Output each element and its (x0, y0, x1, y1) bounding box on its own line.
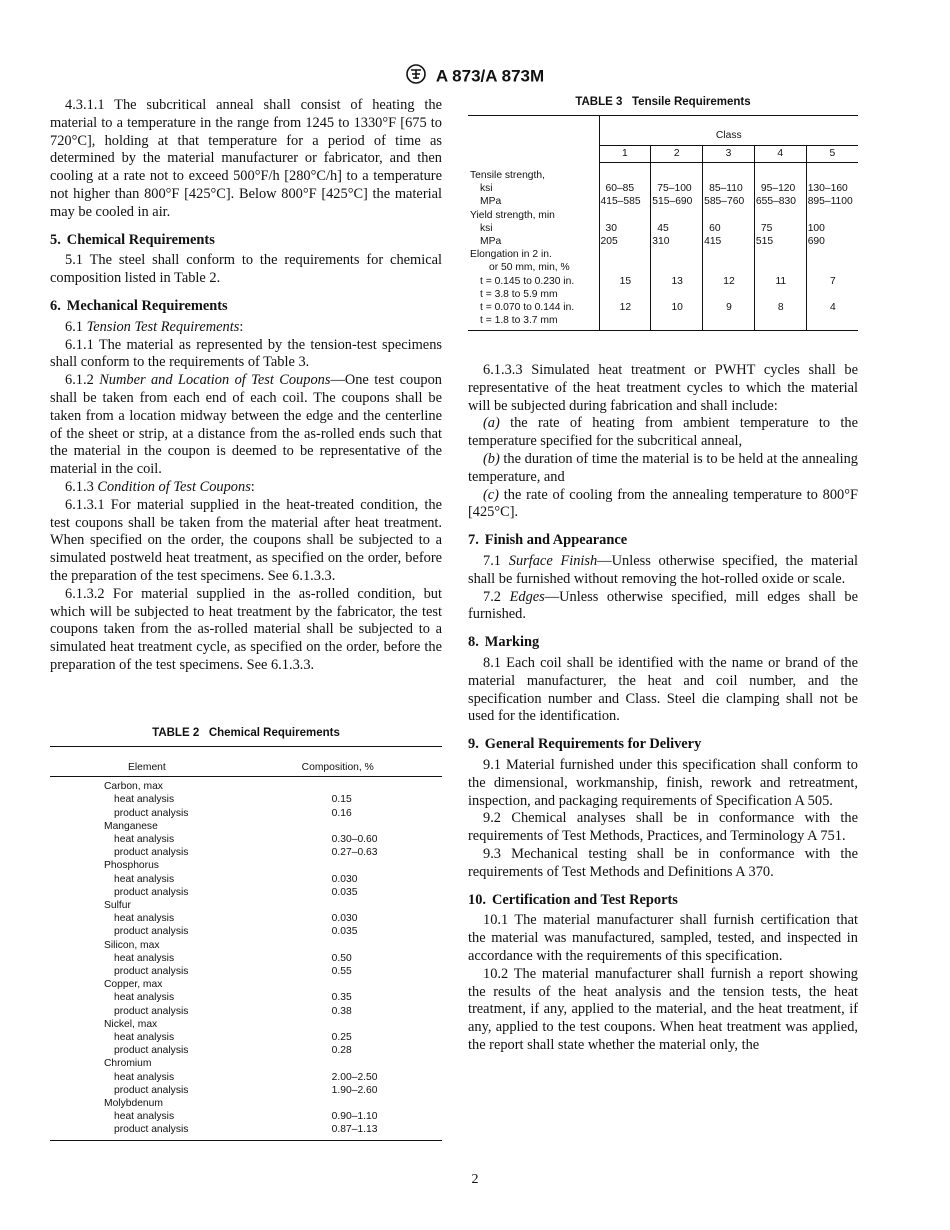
class-value-cell: 655–830 (754, 195, 806, 208)
paragraph-6-1-3-1: 6.1.3.1 For material supplied in the heat-treated condition, the test coupons shall be taken from the material after heat treatment. When specified on the order, the coupons shall be subjected to a simulated postweld heat treatment, as specified on the order, before the preparation of the test specimens. See 6.1.3.3. (50, 496, 442, 584)
composition-cell (280, 820, 442, 833)
table-row (468, 301, 858, 314)
property-label: t = 0.070 to 0.144 in. (480, 302, 575, 314)
property-label: MPa (480, 196, 502, 208)
table-row (50, 873, 442, 886)
property-label: t = 3.8 to 5.9 mm (480, 288, 558, 300)
composition-cell (280, 939, 442, 952)
paragraph-10-2: 10.2 The material manufacturer shall furnish a report showing the results of the heat analysis and the tension tests, the heat treatment, if any, applied to the material, and the heat treatment, if any, applied to the test coupons. When heat treatment was applied, the report shall state whether the material only, the (468, 965, 858, 1053)
class-value-cell (599, 248, 651, 261)
table-row (468, 288, 858, 301)
composition-cell: 0.55 (331, 966, 352, 978)
table-row (468, 275, 858, 288)
class-value-cell (754, 163, 806, 183)
class-value-cell: 310 (651, 235, 703, 248)
page-number: 2 (471, 1172, 479, 1187)
composition-cell: 0.25 (331, 1032, 352, 1044)
property-label: Elongation in 2 in. (470, 249, 552, 261)
table-row (50, 807, 442, 820)
class-value-cell: 13 (651, 275, 703, 288)
paragraph-6-1-1: 6.1.1 The material as represented by the tension-test specimens shall conform to the requirements of Table 3. (50, 336, 442, 371)
table-row (50, 1031, 442, 1044)
table-row (50, 912, 442, 925)
element-cell: heat analysis (114, 1071, 175, 1083)
class-value-cell: 45 (651, 222, 703, 235)
right-column (468, 362, 858, 1055)
class-number-header: 5 (806, 146, 858, 163)
table-row (468, 209, 858, 222)
list-item-c: (c) the rate of cooling from the annealing temperature to 800°F [425°C]. (468, 486, 858, 521)
composition-cell: 0.27–0.63 (331, 847, 378, 859)
element-cell: Chromium (104, 1058, 152, 1070)
table-row (50, 991, 442, 1004)
table-row (50, 925, 442, 938)
chemical-requirements-table (50, 746, 442, 1141)
list-item-a: (a) the rate of heating from ambient temperature to the temperature specified for the subcritical anneal, (468, 415, 858, 450)
composition-cell: 1.90–2.60 (331, 1084, 378, 1096)
composition-cell: 0.15 (331, 794, 352, 806)
class-number-header: 3 (703, 146, 755, 163)
class-value-cell (754, 314, 806, 331)
element-cell: Silicon, max (104, 939, 160, 951)
class-value-cell (806, 248, 858, 261)
paragraph-7-1: 7.1 Surface Finish—Unless otherwise specified, the material shall be furnished without removing the hot-rolled oxide or scale. (468, 552, 858, 587)
class-value-cell: 15 (599, 275, 651, 288)
composition-cell: 0.030 (331, 873, 358, 885)
property-label: t = 0.145 to 0.230 in. (480, 275, 575, 287)
class-value-cell (599, 261, 651, 274)
table-3-caption: TABLE 3 Tensile Requirements (575, 96, 751, 108)
class-value-cell (806, 261, 858, 274)
element-cell: product analysis (114, 886, 189, 898)
paragraph-5-1: 5.1 The steel shall conform to the requirements for chemical composition listed in Table 2. (50, 252, 442, 287)
element-cell: heat analysis (114, 794, 175, 806)
list-item-b: (b) the duration of time the material is to be held at the annealing temperature, and (468, 450, 858, 485)
class-value-cell: 515–690 (651, 195, 703, 208)
composition-cell: 0.38 (331, 1005, 352, 1017)
column-header-composition: Composition, % (280, 747, 442, 777)
element-cell: product analysis (114, 1124, 189, 1136)
property-label: MPa (480, 236, 502, 247)
class-value-cell: 130–160 (806, 182, 858, 195)
document-id: A 873/A 873M (435, 66, 545, 86)
element-cell: heat analysis (114, 873, 175, 885)
element-cell: Sulfur (104, 900, 131, 912)
composition-cell (280, 1097, 442, 1110)
class-value-cell: 415–585 (599, 195, 651, 208)
section-5-heading: 5. Chemical Requirements (50, 231, 215, 248)
class-number-header: 1 (599, 146, 651, 163)
composition-cell: 0.28 (331, 1045, 352, 1057)
table-row (468, 163, 858, 183)
table-row (50, 833, 442, 846)
page-header (0, 64, 950, 89)
table-row (468, 314, 858, 331)
table-row (50, 1071, 442, 1084)
class-value-cell: 4 (806, 301, 858, 314)
table-row (50, 859, 442, 872)
composition-cell (280, 777, 442, 794)
class-value-cell (703, 288, 755, 301)
class-value-cell (806, 209, 858, 222)
class-value-cell: 100 (806, 222, 858, 235)
table-2 (50, 727, 442, 1141)
composition-cell (280, 978, 442, 991)
class-value-cell (599, 163, 651, 183)
element-cell: product analysis (114, 966, 189, 978)
element-cell: heat analysis (114, 834, 175, 846)
class-value-cell (806, 314, 858, 331)
table-row (50, 952, 442, 965)
element-cell: heat analysis (114, 913, 175, 925)
class-value-cell: 60 (703, 222, 755, 235)
class-value-cell (651, 209, 703, 222)
class-value-cell (703, 163, 755, 183)
class-value-cell (703, 248, 755, 261)
element-cell: product analysis (114, 1005, 189, 1017)
composition-cell: 0.030 (331, 913, 358, 925)
table-row (50, 939, 442, 952)
class-header: Class (599, 116, 858, 146)
table-row (50, 1097, 442, 1110)
paragraph-9-2: 9.2 Chemical analyses shall be in conformance with the requirements of Test Methods, Practices, and Terminology A 751. (468, 810, 858, 845)
class-value-cell: 515 (754, 235, 806, 248)
property-label: Yield strength, min (470, 209, 555, 221)
element-cell: product analysis (114, 847, 189, 859)
astm-logo-icon (406, 64, 426, 89)
class-number-header: 4 (754, 146, 806, 163)
table-row (468, 261, 858, 274)
class-value-cell: 895–1100 (806, 195, 858, 208)
class-value-cell (754, 248, 806, 261)
composition-cell (280, 859, 442, 872)
composition-cell: 2.00–2.50 (331, 1071, 378, 1083)
table-row (50, 846, 442, 859)
property-label: or 50 mm, min, % (489, 262, 570, 274)
class-value-cell: 12 (599, 301, 651, 314)
table-row (50, 1057, 442, 1070)
paragraph-6-1: 6.1 Tension Test Requirements: (65, 318, 244, 335)
class-value-cell (703, 261, 755, 274)
left-column (50, 97, 442, 675)
class-value-cell (599, 288, 651, 301)
composition-cell: 0.035 (331, 886, 358, 898)
table-row (50, 1018, 442, 1031)
table-2-caption: TABLE 2 Chemical Requirements (152, 727, 340, 739)
class-value-cell (651, 314, 703, 331)
section-8-heading: 8. Marking (468, 634, 540, 651)
table-row (50, 777, 442, 794)
paragraph-10-1: 10.1 The material manufacturer shall furnish certification that the material was manufactured, sampled, tested, and inspected in accordance with the requirements of this specification. (468, 912, 858, 964)
section-7-heading: 7. Finish and Appearance (468, 532, 628, 549)
property-label: ksi (480, 222, 493, 234)
composition-cell: 0.87–1.13 (331, 1124, 378, 1136)
paragraph-9-1: 9.1 Material furnished under this specification shall conform to the dimensional, workmanship, finish, rework and retreatment, inspection, and packaging requirements of Specification A 505. (468, 756, 858, 809)
element-cell: Carbon, max (104, 781, 163, 793)
paragraph-8-1: 8.1 Each coil shall be identified with the name or brand of the material manufacturer, the heat and coil number, and the specification number and Class. Steel die clamping shall not be used for the identification. (468, 654, 858, 725)
class-value-cell: 12 (703, 275, 755, 288)
class-number-header: 2 (651, 146, 703, 163)
element-cell: product analysis (114, 807, 189, 819)
class-value-cell: 85–110 (703, 182, 755, 195)
table-3 (468, 96, 858, 331)
class-value-cell (806, 163, 858, 183)
composition-cell (280, 1018, 442, 1031)
element-cell: product analysis (114, 1045, 189, 1057)
paragraph-4-3-1-1: 4.3.1.1 The subcritical anneal shall consist of heating the material to a temperature in the range from 1245 to 1330°F [675 to 720°C], holding at that temperature for a period of time as determined by the material manufacturer or fabricator, and then cooling at a rate not to exceed 500°F/h [280°C/h] to a temperature not higher than 800°F [425°C]. Below 800°F [425°C] the material may be cooled in air. (50, 97, 442, 220)
table-row (50, 793, 442, 806)
class-value-cell: 205 (599, 235, 651, 248)
element-cell: Copper, max (104, 979, 163, 991)
composition-cell: 0.16 (331, 807, 352, 819)
table-row (468, 222, 858, 235)
element-cell: heat analysis (114, 992, 175, 1004)
composition-cell: 0.30–0.60 (331, 834, 378, 846)
table-row (468, 195, 858, 208)
table-row (50, 820, 442, 833)
class-value-cell: 75–100 (651, 182, 703, 195)
paragraph-6-1-3: 6.1.3 Condition of Test Coupons: (65, 478, 255, 495)
section-6-heading: 6. Mechanical Requirements (50, 297, 228, 314)
class-value-cell (754, 209, 806, 222)
class-value-cell: 11 (754, 275, 806, 288)
class-value-cell (651, 288, 703, 301)
tensile-requirements-table (468, 115, 858, 331)
composition-cell (280, 1057, 442, 1070)
paragraph-6-1-3-3: 6.1.3.3 Simulated heat treatment or PWHT cycles shall be representative of the heat treatment cycles to which the material will be subjected during fabrication and shall include: (468, 362, 858, 414)
class-value-cell (703, 209, 755, 222)
section-9-heading: 9. General Requirements for Delivery (468, 736, 702, 753)
class-value-cell (806, 288, 858, 301)
class-value-cell (651, 163, 703, 183)
paragraph-7-2: 7.2 Edges—Unless otherwise specified, mill edges shall be furnished. (468, 588, 858, 623)
table-row (468, 182, 858, 195)
composition-cell: 0.90–1.10 (331, 1111, 378, 1123)
element-cell: product analysis (114, 926, 189, 938)
column-header-element: Element (50, 747, 280, 777)
element-cell: Nickel, max (104, 1018, 158, 1030)
class-value-cell: 60–85 (599, 182, 651, 195)
element-cell: Molybdenum (104, 1098, 163, 1110)
class-value-cell (599, 209, 651, 222)
table-row (50, 1084, 442, 1097)
composition-cell: 0.35 (331, 992, 352, 1004)
table-row (50, 965, 442, 978)
element-cell: Manganese (104, 820, 158, 832)
class-value-cell: 690 (806, 235, 858, 248)
table-row (50, 1123, 442, 1140)
table-row (50, 1044, 442, 1057)
class-value-cell (754, 288, 806, 301)
table-row (50, 1005, 442, 1018)
paragraph-6-1-2: 6.1.2 Number and Location of Test Coupons—One test coupon shall be taken from each end of each coil. The coupons shall be taken from a location midway between the edge and the centerline of the sheet or strip, at a distance from the as-rolled ends such that the material in the coupon is deemed to be representative of the material in the coil. (50, 372, 442, 478)
class-value-cell: 8 (754, 301, 806, 314)
class-value-cell (703, 314, 755, 331)
element-cell: heat analysis (114, 952, 175, 964)
table-row (468, 235, 858, 248)
paragraph-6-1-3-2: 6.1.3.2 For material supplied in the as-rolled condition, but which will be subjected to heat treatment by the fabricator, the test coupons taken from the as-rolled material shall be subjected to a simulated heat treatment cycle, as specified on the order, before the preparation of the test specimens. See 6.1.3.3. (50, 585, 442, 673)
class-value-cell (599, 314, 651, 331)
composition-cell: 0.50 (331, 952, 352, 964)
class-value-cell (651, 248, 703, 261)
class-value-cell: 95–120 (754, 182, 806, 195)
class-value-cell: 585–760 (703, 195, 755, 208)
paragraph-9-3: 9.3 Mechanical testing shall be in conformance with the requirements of Test Methods and Definitions A 370. (468, 845, 858, 880)
class-value-cell: 415 (703, 235, 755, 248)
class-value-cell: 10 (651, 301, 703, 314)
element-cell: heat analysis (114, 1032, 175, 1044)
property-label: t = 1.8 to 3.7 mm (480, 315, 558, 327)
element-cell: heat analysis (114, 1111, 175, 1123)
class-value-cell: 30 (599, 222, 651, 235)
property-label: Tensile strength, (470, 169, 545, 181)
table-row (50, 886, 442, 899)
class-value-cell: 75 (754, 222, 806, 235)
table-row (50, 978, 442, 991)
class-value-cell (754, 261, 806, 274)
table-row (50, 899, 442, 912)
composition-cell (280, 899, 442, 912)
composition-cell: 0.035 (331, 926, 358, 938)
table-row (468, 248, 858, 261)
property-label: ksi (480, 183, 493, 195)
class-value-cell: 9 (703, 301, 755, 314)
section-10-heading: 10. Certification and Test Reports (468, 891, 678, 908)
element-cell: product analysis (114, 1084, 189, 1096)
element-cell: Phosphorus (104, 860, 159, 872)
class-value-cell (651, 261, 703, 274)
table-row (50, 1110, 442, 1123)
class-value-cell: 7 (806, 275, 858, 288)
